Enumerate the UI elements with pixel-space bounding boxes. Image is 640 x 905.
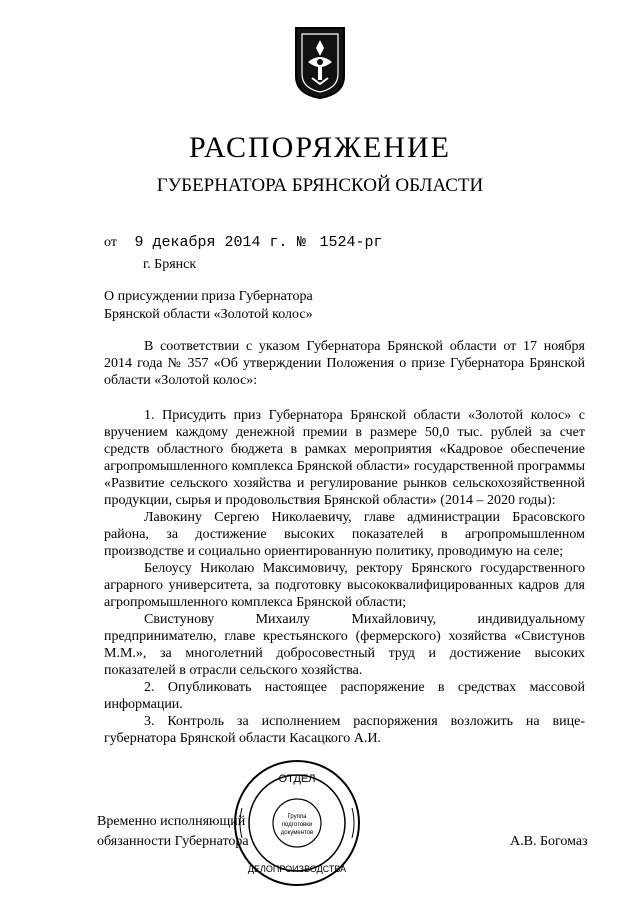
- date-number-row: [104, 234, 383, 252]
- recipient-3-paragraph: Свистунову Михаилу Михайловичу, индивидуальному предпринимателю, главе крестьянского (фермерского) хозяйства «Свистунов М.М.», за многолетний добросовестный труд и достижение высоких показателей в отрасли сельского хозяйства.: [104, 612, 585, 678]
- stamp-center-line-2: подготовки: [281, 822, 313, 828]
- position-line-2: обязанности Губернатора: [97, 834, 249, 849]
- stamp-center-line-1: Группа: [287, 814, 307, 820]
- document-subtitle: ГУБЕРНАТОРА БРЯНСКОЙ ОБЛАСТИ: [156, 175, 484, 196]
- subject-line-1: О присуждении приза Губернатора: [104, 289, 313, 304]
- document-number: 1524-рг: [319, 234, 383, 251]
- intro-paragraph: В соответствии с указом Губернатора Брянской области от 17 ноября 2014 года № 357 «Об утверждении Положения о призе Губернатора Брянской области «Золотой колос»:: [104, 339, 585, 388]
- signatory-position: [97, 812, 249, 852]
- coat-of-arms-emblem: [294, 26, 346, 100]
- from-label: от: [104, 235, 117, 250]
- stamp-center-line-3: документов: [280, 830, 314, 836]
- document-subject: [104, 288, 313, 324]
- stamp-department-name: ДЕЛОПРОИЗВОДСТВА: [247, 864, 347, 874]
- document-title: РАСПОРЯЖЕНИЕ: [188, 131, 452, 164]
- signatory-name: А.В. Богомаз: [510, 834, 588, 849]
- item-3-paragraph: 3. Контроль за исполнением распоряжения возложить на вице-губернатора Брянской области Касацкого А.И.: [104, 714, 585, 746]
- item-1-paragraph: 1. Присудить приз Губернатора Брянской области «Золотой колос» с вручением каждому денежной премии в размере 50,0 тыс. рублей за счет средств областного бюджета в рамках мероприятия «Кадровое обеспечение агропромышленного комплекса Брянской области» государственной программы «Развитие сельского хозяйства и регулирование рынков сельскохозяйственной продукции, сырья и продовольствия Брянской области» (2014 – 2020 годы):: [104, 408, 585, 508]
- recipient-1-paragraph: Лавокину Сергею Николаевичу, главе администрации Брасовского района, за достижение высоких показателей в агропромышленном производстве и социально ориентированную политику, проводимую на селе;: [104, 510, 585, 559]
- item-2-paragraph: 2. Опубликовать настоящее распоряжение в средствах массовой информации.: [104, 680, 585, 712]
- subject-line-2: Брянской области «Золотой колос»: [104, 307, 313, 322]
- document-date: 9 декабря 2014 г.: [134, 234, 288, 251]
- recipient-2-paragraph: Белоусу Николаю Максимовичу, ректору Брянского государственного аграрного университета, за подготовку высококвалифицированных кадров для агропромышленного комплекса Брянской области;: [104, 561, 585, 610]
- stamp-department-word: ОТДЕЛ: [278, 773, 316, 785]
- document-city: г. Брянск: [143, 257, 197, 272]
- document-body: [104, 338, 585, 747]
- office-stamp: [232, 758, 362, 888]
- number-label: №: [296, 234, 306, 251]
- position-line-1: Временно исполняющий: [97, 814, 246, 829]
